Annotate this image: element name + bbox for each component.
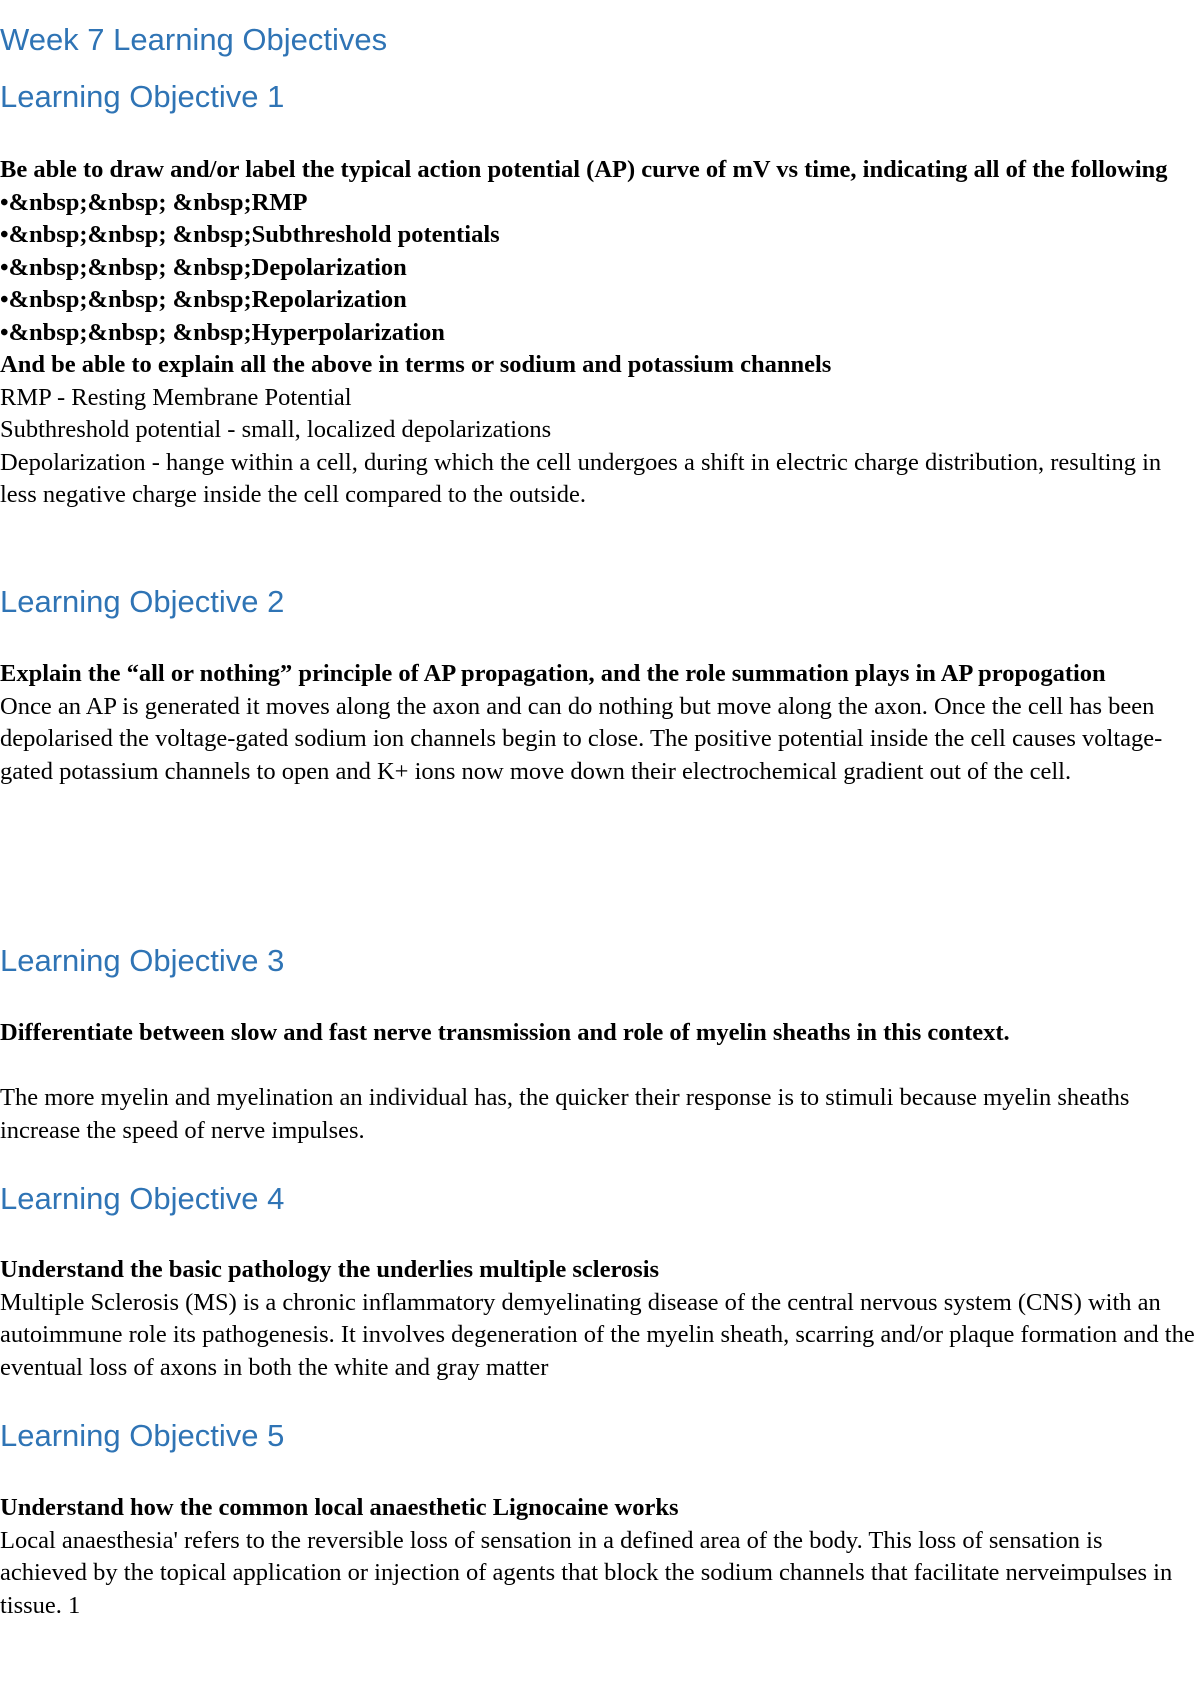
objective-1-explain-line: And be able to explain all the above in terms or sodium and potassium channels: [0, 351, 832, 378]
objective-5-heading: Learning Objective 5: [0, 1418, 285, 1453]
document-title: Week 7 Learning Objectives: [0, 22, 388, 57]
objective-1-bullet-hyperpolarization: •&nbsp;&nbsp; &nbsp;Hyperpolarization: [0, 318, 445, 346]
objective-1-heading: Learning Objective 1: [0, 79, 285, 114]
objective-3-answer: The more myelin and myelination an individual has, the quicker their response is to stimuli because myelin sheaths increase the speed of nerve impulses.: [0, 1084, 1130, 1144]
objective-5-question: Understand how the common local anaesthetic Lignocaine works: [0, 1494, 679, 1521]
objective-2-question: Explain the “all or nothing” principle of AP propagation, and the role summation plays in AP propogation: [0, 660, 1106, 687]
objective-4-question: Understand the basic pathology the underlies multiple sclerosis: [0, 1256, 660, 1283]
objective-2-answer: Once an AP is generated it moves along the axon and can do nothing but move along the axon. Once the cell has been depolarised the voltage-gated sodium ion channels begin to close. The positive potential inside the cell causes voltage-gated potassium channels to open and K+ ions now move down their electrochemical gradient out of the cell.: [0, 692, 1163, 785]
objective-1-content: [0, 154, 1195, 512]
objective-3-question-block: [0, 1017, 1195, 1050]
objective-1-bullet-depolarization: •&nbsp;&nbsp; &nbsp;Depolarization: [0, 253, 407, 281]
objective-3-question: Differentiate between slow and fast nerve transmission and role of myelin sheaths in this context.: [0, 1019, 1010, 1046]
objective-3-heading: Learning Objective 3: [0, 943, 285, 978]
objective-3-answer-block: [0, 1082, 1195, 1147]
objective-1-bullet-rmp: •&nbsp;&nbsp; &nbsp;RMP: [0, 188, 308, 216]
objective-5-answer: Local anaesthesia' refers to the reversible loss of sensation in a defined area of the body. This loss of sensation is achieved by the topical application or injection of agents that block the sodium channels that facilitate nerveimpulses in tissue. 1: [0, 1526, 1173, 1619]
objective-1-answer-rmp: RMP - Resting Membrane Potential: [0, 383, 352, 411]
objective-1-bullet-repolarization: •&nbsp;&nbsp; &nbsp;Repolarization: [0, 286, 407, 313]
objective-4-answer: Multiple Sclerosis (MS) is a chronic inflammatory demyelinating disease of the central nervous system (CNS) with an autoimmune role its pathogenesis. It involves degeneration of the myelin sheath, scarring and/or plaque formation and the eventual loss of axons in both the white and gray matter: [0, 1288, 1195, 1381]
objective-1-question: Be able to draw and/or label the typical action potential (AP) curve of mV vs time, indicating all of the following: [0, 156, 1168, 183]
objective-4-heading: Learning Objective 4: [0, 1181, 285, 1216]
objective-1-answer-depolarization: Depolarization - hange within a cell, during which the cell undergoes a shift in electric charge distribution, resulting in less negative charge inside the cell compared to the outside.: [0, 448, 1162, 508]
objective-5-content: [0, 1492, 1195, 1622]
objective-4-content: [0, 1254, 1195, 1384]
objective-1-answer-subthreshold: Subthreshold potential - small, localized depolarizations: [0, 416, 552, 443]
objective-2-heading: Learning Objective 2: [0, 584, 285, 619]
objective-1-bullet-subthreshold: •&nbsp;&nbsp; &nbsp;Subthreshold potentials: [0, 221, 500, 248]
objective-2-content: [0, 658, 1195, 788]
